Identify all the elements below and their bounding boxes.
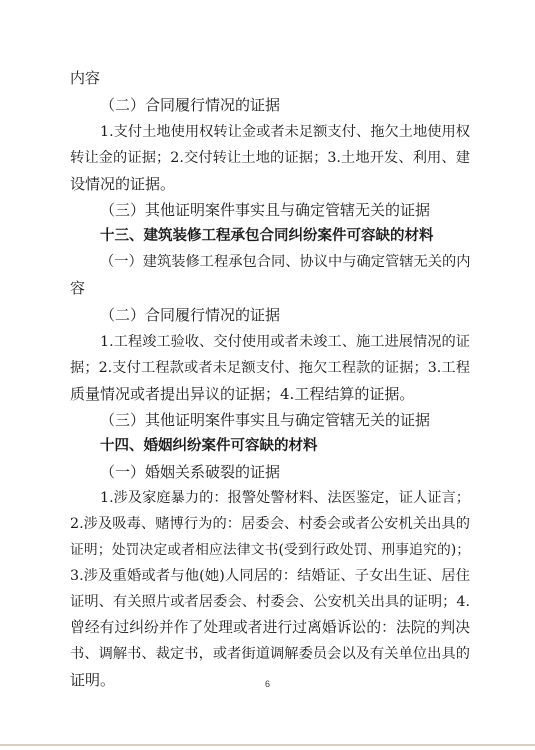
paragraph-line: 设情况的证据。 (70, 175, 176, 193)
page-bottom-divider (0, 744, 535, 746)
paragraph-line: 3.涉及重婚或者与他(她)人同居的：结婚证、子女出生证、居住 (70, 568, 470, 584)
paragraph-line: 证明、有关照片或者居委会、村委会、公安机关出具的证明；4. (70, 594, 470, 610)
section-heading: 十三、建筑装修工程承包合同纠纷案件可容缺的材料 (100, 228, 434, 244)
paragraph-line: 转让金的证据；2.交付转让土地的证据；3.土地开发、利用、建 (70, 150, 470, 166)
section-heading: 十四、婚姻纠纷案件可容缺的材料 (100, 438, 318, 454)
paragraph-line: 据；2.支付工程款或者未足额支付、拖欠工程款的证据；3.工程 (70, 360, 470, 376)
paragraph-line: 曾经有过纠纷并作了处理或者进行过离婚诉讼的：法院的判决 (70, 619, 470, 636)
subheading-line: （二）合同履行情况的证据 (100, 306, 281, 324)
paragraph-line: 内容 (70, 69, 101, 87)
paragraph-line: 书、调解书、裁定书，或者街道调解委员会以及有关单位出具的 (70, 646, 470, 662)
subheading-line: （一）婚姻关系破裂的证据 (100, 463, 281, 481)
paragraph-line: 证明。 (70, 671, 116, 689)
paragraph-line: 容 (70, 279, 86, 297)
page-number: 6 (264, 679, 270, 689)
paragraph-line: 2.涉及吸毒、赌博行为的：居委会、村委会或者公安机关出具的 (70, 516, 470, 532)
paragraph-line: 质量情况或者提出异议的证据；4.工程结算的证据。 (70, 385, 415, 403)
paragraph-line: 1.涉及家庭暴力的：报警处警材料、法医鉴定，证人证言； (100, 490, 470, 506)
subheading-line: （一）建筑装修工程承包合同、协议中与确定管辖无关的内 (100, 254, 471, 270)
paragraph-line: 证明；处罚决定或者相应法律文书(受到行政处罚、刑事追究的)； (70, 542, 470, 558)
subheading-line: （二）合同履行情况的证据 (100, 96, 281, 114)
paragraph-line: 1.支付土地使用权转让金或者未足额支付、拖欠土地使用权 (100, 124, 470, 140)
subheading-line: （三）其他证明案件事实且与确定管辖无关的证据 (100, 201, 431, 219)
subheading-line: （三）其他证明案件事实且与确定管辖无关的证据 (100, 411, 431, 429)
paragraph-line: 1.工程竣工验收、交付使用或者未竣工、施工进展情况的证 (100, 334, 470, 350)
